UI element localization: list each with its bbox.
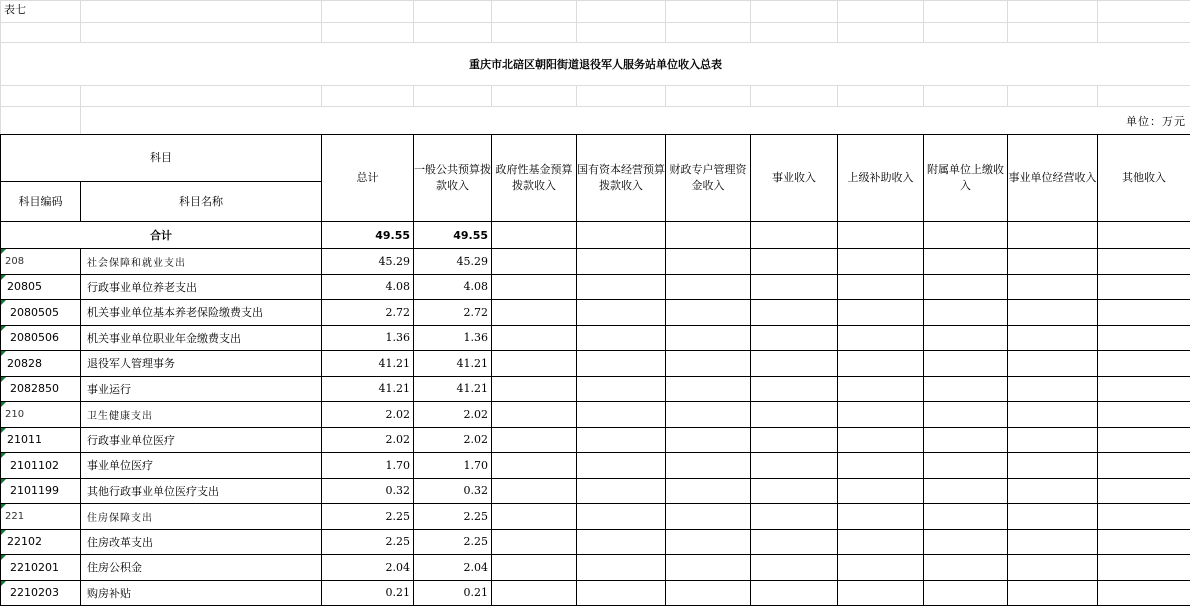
subject-code-cell-text: 210 (5, 408, 25, 420)
general-budget-cell-text: 2.25 (463, 535, 488, 549)
header-affiliated-income[interactable]: 附属单位上缴收入 (924, 135, 1008, 222)
general-budget-cell-text: 1.36 (463, 331, 488, 345)
text-number-indicator-icon (1, 326, 6, 331)
empty-cell[interactable] (492, 300, 577, 326)
unit-label: 单位：万元 (1126, 114, 1186, 128)
empty-cell[interactable] (1008, 325, 1098, 351)
empty-cell[interactable] (838, 580, 924, 606)
subject-name-cell[interactable] (81, 504, 322, 530)
total-cell[interactable] (322, 249, 414, 275)
empty-cell[interactable] (751, 376, 838, 402)
subject-name-cell-text: 社会保障和就业支出 (87, 257, 186, 269)
empty-cell[interactable] (577, 504, 666, 530)
general-budget-cell[interactable] (414, 351, 492, 377)
empty-cell[interactable] (924, 478, 1008, 504)
empty-cell[interactable] (492, 453, 577, 479)
table-row (1, 300, 1190, 326)
subject-name-cell[interactable] (81, 325, 322, 351)
empty-cell[interactable] (751, 402, 838, 428)
header-general-budget[interactable]: 一般公共预算拨款收入 (414, 135, 492, 222)
table-row (1, 555, 1190, 581)
empty-cell[interactable] (492, 427, 577, 453)
table-row (1, 529, 1190, 555)
general-budget-cell[interactable] (414, 453, 492, 479)
empty-cell[interactable] (924, 555, 1008, 581)
unit-cell[interactable] (81, 107, 1190, 135)
empty-cell[interactable] (492, 325, 577, 351)
header-operating-income[interactable]: 事业单位经营收入 (1008, 135, 1098, 222)
empty-cell[interactable] (1098, 580, 1190, 606)
general-budget-cell[interactable] (414, 427, 492, 453)
total-cell[interactable] (322, 555, 414, 581)
text-number-indicator-icon (1, 377, 6, 382)
empty-cell[interactable] (666, 580, 751, 606)
subject-code-cell[interactable] (1, 555, 81, 581)
empty-cell[interactable] (838, 376, 924, 402)
text-number-indicator-icon (1, 504, 6, 509)
general-budget-cell-text: 41.21 (456, 356, 488, 370)
empty-cell[interactable] (666, 427, 751, 453)
text-number-indicator-icon (1, 581, 6, 586)
total-cell[interactable] (322, 580, 414, 606)
subject-name-cell-text: 购房补贴 (87, 586, 131, 600)
subject-code-cell[interactable] (1, 504, 81, 530)
empty-cell[interactable] (751, 453, 838, 479)
empty-cell[interactable] (1008, 351, 1098, 377)
total-label[interactable]: 合计 (1, 222, 322, 249)
empty-cell[interactable] (666, 504, 751, 530)
empty-cell[interactable] (751, 427, 838, 453)
general-budget-cell-text: 2.02 (463, 407, 488, 421)
empty-cell[interactable] (924, 402, 1008, 428)
subject-name-cell-text: 机关事业单位职业年金缴费支出 (87, 331, 241, 345)
total-cell-text: 41.21 (378, 382, 410, 396)
empty-cell[interactable] (492, 376, 577, 402)
table-row (1, 478, 1190, 504)
empty-cell[interactable] (924, 325, 1008, 351)
empty-cell[interactable] (838, 529, 924, 555)
empty-cell[interactable] (1008, 249, 1098, 275)
general-budget-cell[interactable] (414, 274, 492, 300)
empty-cell[interactable] (1008, 529, 1098, 555)
general-budget-cell[interactable] (414, 529, 492, 555)
empty-cell[interactable] (492, 274, 577, 300)
total-cell[interactable] (322, 351, 414, 377)
empty-cell[interactable] (1098, 376, 1190, 402)
table-row (1, 504, 1190, 530)
table-row (1, 427, 1190, 453)
empty-cell[interactable] (1098, 300, 1190, 326)
subject-name-cell-text: 退役军人管理事务 (87, 357, 175, 371)
subject-code-cell-text: 22102 (7, 535, 42, 549)
total-cell-text: 2.02 (385, 433, 410, 447)
general-budget-cell[interactable] (414, 504, 492, 530)
empty-cell[interactable] (1008, 427, 1098, 453)
empty-cell[interactable] (577, 274, 666, 300)
general-budget-cell[interactable] (414, 402, 492, 428)
empty-cell[interactable] (577, 325, 666, 351)
subject-name-cell[interactable] (81, 274, 322, 300)
general-budget-cell[interactable] (414, 376, 492, 402)
empty-cell[interactable] (1008, 402, 1098, 428)
empty-cell[interactable] (1008, 376, 1098, 402)
empty-cell[interactable] (666, 351, 751, 377)
empty-cell[interactable] (1008, 504, 1098, 530)
subject-code-cell[interactable] (1, 351, 81, 377)
empty-cell[interactable] (924, 351, 1008, 377)
empty-cell[interactable] (838, 274, 924, 300)
text-number-indicator-icon (1, 555, 6, 560)
report-title-cell[interactable] (1, 43, 1190, 86)
subject-name-cell-text: 卫生健康支出 (87, 410, 153, 422)
empty-cell[interactable] (924, 529, 1008, 555)
total-cell-text: 0.21 (385, 586, 410, 600)
income-summary-table (0, 134, 1190, 606)
table-row (1, 325, 1190, 351)
total-cell-text: 1.70 (385, 458, 410, 472)
subject-name-cell[interactable] (81, 300, 322, 326)
general-budget-cell[interactable] (414, 300, 492, 326)
subject-code-cell-text: 2101102 (10, 458, 59, 472)
text-number-indicator-icon (1, 530, 6, 535)
subject-code-cell-text: 2210203 (10, 586, 59, 600)
empty-cell[interactable] (838, 427, 924, 453)
total-cell-text: 45.29 (378, 254, 410, 268)
subject-code-cell-text: 221 (5, 510, 25, 522)
general-budget-cell[interactable] (414, 478, 492, 504)
empty-cell[interactable] (838, 300, 924, 326)
empty-cell[interactable] (838, 555, 924, 581)
empty-cell[interactable] (666, 249, 751, 275)
empty-cell[interactable] (838, 249, 924, 275)
subject-code-cell[interactable] (1, 580, 81, 606)
header-superior-subsidy[interactable]: 上级补助收入 (838, 135, 924, 222)
empty-cell[interactable] (751, 300, 838, 326)
text-number-indicator-icon (1, 479, 6, 484)
general-budget-cell[interactable] (414, 580, 492, 606)
empty-cell[interactable] (1008, 453, 1098, 479)
empty-cell[interactable] (1098, 402, 1190, 428)
empty-cell[interactable] (577, 478, 666, 504)
subject-name-cell-text: 机关事业单位基本养老保险缴费支出 (87, 306, 263, 320)
total-cell[interactable] (322, 325, 414, 351)
subject-name-cell[interactable] (81, 376, 322, 402)
total-cell-text: 0.32 (385, 484, 410, 498)
total-cell-text: 2.72 (385, 305, 410, 319)
empty-cell[interactable] (1008, 274, 1098, 300)
data-rows (1, 249, 1190, 606)
empty-cell[interactable] (577, 555, 666, 581)
subject-name-cell[interactable] (81, 478, 322, 504)
subject-name-cell-text: 其他行政事业单位医疗支出 (87, 484, 219, 498)
table-row (1, 402, 1190, 428)
subject-name-cell[interactable] (81, 402, 322, 428)
empty-cell[interactable] (666, 274, 751, 300)
total-cell[interactable] (322, 376, 414, 402)
empty-cell[interactable] (924, 249, 1008, 275)
empty-cell[interactable] (751, 529, 838, 555)
total-cell[interactable] (322, 402, 414, 428)
empty-cell[interactable] (1008, 580, 1098, 606)
subject-name-cell-text: 事业单位医疗 (87, 459, 153, 473)
empty-cell[interactable] (577, 249, 666, 275)
empty-cell[interactable] (751, 351, 838, 377)
total-cell[interactable] (322, 478, 414, 504)
empty-cell[interactable] (492, 580, 577, 606)
empty-cell[interactable] (838, 402, 924, 428)
empty-cell[interactable] (1008, 478, 1098, 504)
subject-code-cell[interactable] (1, 249, 81, 275)
subject-name-cell-text: 行政事业单位养老支出 (87, 280, 197, 294)
text-number-indicator-icon (1, 453, 6, 458)
total-cell-text: 41.21 (378, 356, 410, 370)
empty-cell[interactable] (838, 325, 924, 351)
subject-name-cell-text: 住房公积金 (87, 561, 142, 575)
empty-cell[interactable] (577, 402, 666, 428)
empty-cell[interactable] (1098, 453, 1190, 479)
subject-name-cell-text: 行政事业单位医疗 (87, 433, 175, 447)
header-subject-code[interactable]: 科目编码 (1, 182, 81, 222)
empty-cell[interactable] (751, 274, 838, 300)
empty-cell[interactable] (751, 504, 838, 530)
empty-cell[interactable] (1098, 249, 1190, 275)
general-budget-cell-text: 2.04 (463, 560, 488, 574)
total-cell-text: 2.25 (385, 535, 410, 549)
empty-cell[interactable] (751, 325, 838, 351)
general-budget-cell-text: 2.72 (463, 305, 488, 319)
header-other-income[interactable]: 其他收入 (1098, 135, 1190, 222)
header-business-income[interactable]: 事业收入 (751, 135, 838, 222)
header-subject[interactable]: 科目 (1, 135, 322, 182)
total-row (1, 222, 1190, 249)
empty-cell[interactable] (577, 376, 666, 402)
text-number-indicator-icon (1, 402, 6, 407)
header-total[interactable]: 总计 (322, 135, 414, 222)
empty-cell[interactable] (666, 555, 751, 581)
empty-cell[interactable] (838, 504, 924, 530)
empty-cell[interactable] (1098, 351, 1190, 377)
subject-code-cell-text: 208 (5, 255, 25, 267)
total-cell[interactable] (322, 529, 414, 555)
empty-cell[interactable] (577, 529, 666, 555)
subject-code-cell[interactable] (1, 325, 81, 351)
total-cell-text: 4.08 (385, 280, 410, 294)
empty-cell[interactable] (838, 453, 924, 479)
empty-cell[interactable] (666, 402, 751, 428)
sheet-label: 表七 (4, 3, 26, 16)
general-budget-cell-text: 2.25 (463, 509, 488, 523)
empty-cell[interactable] (1008, 300, 1098, 326)
total-sum[interactable]: 49.55 (322, 222, 414, 249)
empty-cell[interactable] (1098, 325, 1190, 351)
total-cell[interactable] (322, 427, 414, 453)
subject-code-cell-text: 2101199 (10, 484, 59, 498)
general-budget-cell-text: 1.70 (463, 458, 488, 472)
header-subject-name[interactable]: 科目名称 (81, 182, 322, 222)
subject-code-cell-text: 21011 (7, 433, 42, 447)
empty-cell[interactable] (492, 478, 577, 504)
empty-cell[interactable] (666, 325, 751, 351)
general-budget-cell[interactable] (414, 555, 492, 581)
empty-cell[interactable] (924, 453, 1008, 479)
empty-cell[interactable] (577, 427, 666, 453)
empty-cell[interactable] (838, 478, 924, 504)
sheet-header-area (0, 0, 1190, 135)
text-number-indicator-icon (1, 275, 6, 280)
general-budget-cell[interactable] (414, 325, 492, 351)
empty-cell[interactable] (492, 504, 577, 530)
total-cell-text: 2.25 (385, 509, 410, 523)
general-budget-cell-text: 41.21 (456, 382, 488, 396)
empty-cell[interactable] (666, 478, 751, 504)
empty-cell[interactable] (1098, 555, 1190, 581)
empty-cell[interactable] (1098, 504, 1190, 530)
empty-cell[interactable] (924, 274, 1008, 300)
text-number-indicator-icon (1, 300, 6, 305)
empty-cell[interactable] (1098, 529, 1190, 555)
subject-code-cell[interactable] (1, 478, 81, 504)
empty-cell[interactable] (1098, 427, 1190, 453)
subject-name-cell[interactable] (81, 580, 322, 606)
empty-cell[interactable] (838, 351, 924, 377)
table-row (1, 274, 1190, 300)
empty-cell[interactable] (492, 402, 577, 428)
total-cell[interactable] (322, 453, 414, 479)
subject-code-cell-text: 20805 (7, 280, 42, 294)
subject-name-cell-text: 事业运行 (87, 382, 131, 396)
text-number-indicator-icon (1, 351, 6, 356)
general-budget-cell-text: 0.32 (463, 484, 488, 498)
empty-cell[interactable] (924, 376, 1008, 402)
subject-name-cell[interactable] (81, 249, 322, 275)
text-number-indicator-icon (1, 249, 6, 254)
subject-code-cell-text: 2210201 (10, 560, 59, 574)
empty-cell[interactable] (577, 351, 666, 377)
empty-cell[interactable] (492, 351, 577, 377)
subject-code-cell[interactable] (1, 402, 81, 428)
subject-name-cell-text: 住房改革支出 (87, 535, 153, 549)
total-cell-text: 1.36 (385, 331, 410, 345)
subject-code-cell-text: 2082850 (10, 382, 59, 396)
empty-cell[interactable] (751, 249, 838, 275)
general-budget-cell-text: 0.21 (463, 586, 488, 600)
table-row (1, 580, 1190, 606)
empty-cell[interactable] (577, 300, 666, 326)
total-cell-text: 2.02 (385, 407, 410, 421)
empty-cell[interactable] (492, 529, 577, 555)
general-budget-cell-text: 4.08 (463, 280, 488, 294)
empty-cell[interactable] (577, 453, 666, 479)
subject-code-cell[interactable] (1, 529, 81, 555)
total-cell-text: 2.04 (385, 560, 410, 574)
table-row (1, 376, 1190, 402)
empty-cell[interactable] (924, 504, 1008, 530)
header-state-capital[interactable]: 国有资本经营预算拨款收入 (577, 135, 666, 222)
sheet-label-cell[interactable] (1, 1, 81, 23)
subject-name-cell[interactable] (81, 529, 322, 555)
empty-cell[interactable] (666, 300, 751, 326)
empty-cell[interactable] (1008, 555, 1098, 581)
subject-code-cell-text: 2080506 (10, 331, 59, 345)
subject-code-cell[interactable] (1, 300, 81, 326)
general-budget-cell[interactable] (414, 249, 492, 275)
total-cell[interactable] (322, 274, 414, 300)
empty-cell[interactable] (924, 580, 1008, 606)
total-cell[interactable] (322, 504, 414, 530)
text-number-indicator-icon (1, 428, 6, 433)
empty-cell[interactable] (666, 453, 751, 479)
empty-cell[interactable] (924, 300, 1008, 326)
header-special-fund[interactable]: 财政专户管理资金收入 (666, 135, 751, 222)
total-cell[interactable] (322, 300, 414, 326)
empty-cell[interactable] (751, 555, 838, 581)
empty-cell[interactable] (751, 478, 838, 504)
subject-code-cell-text: 20828 (7, 356, 42, 370)
table-row (1, 249, 1190, 275)
table-row (1, 453, 1190, 479)
subject-name-cell[interactable] (81, 453, 322, 479)
empty-cell[interactable] (492, 249, 577, 275)
total-general[interactable]: 49.55 (414, 222, 492, 249)
subject-code-cell-text: 2080505 (10, 305, 59, 319)
empty-cell[interactable] (666, 529, 751, 555)
header-gov-fund[interactable]: 政府性基金预算拨款收入 (492, 135, 577, 222)
subject-code-cell[interactable] (1, 453, 81, 479)
empty-cell[interactable] (1098, 478, 1190, 504)
general-budget-cell-text: 2.02 (463, 433, 488, 447)
general-budget-cell-text: 45.29 (456, 254, 488, 268)
empty-cell[interactable] (751, 580, 838, 606)
subject-code-cell[interactable] (1, 427, 81, 453)
empty-cell[interactable] (924, 427, 1008, 453)
subject-code-cell[interactable] (1, 376, 81, 402)
subject-name-cell[interactable] (81, 351, 322, 377)
subject-name-cell[interactable] (81, 427, 322, 453)
subject-name-cell[interactable] (81, 555, 322, 581)
empty-cell[interactable] (1098, 274, 1190, 300)
report-title: 重庆市北碚区朝阳街道退役军人服务站单位收入总表 (469, 58, 722, 71)
empty-cell[interactable] (492, 555, 577, 581)
empty-cell[interactable] (666, 376, 751, 402)
subject-code-cell[interactable] (1, 274, 81, 300)
table-row (1, 351, 1190, 377)
subject-name-cell-text: 住房保障支出 (87, 512, 153, 524)
empty-cell[interactable] (577, 580, 666, 606)
